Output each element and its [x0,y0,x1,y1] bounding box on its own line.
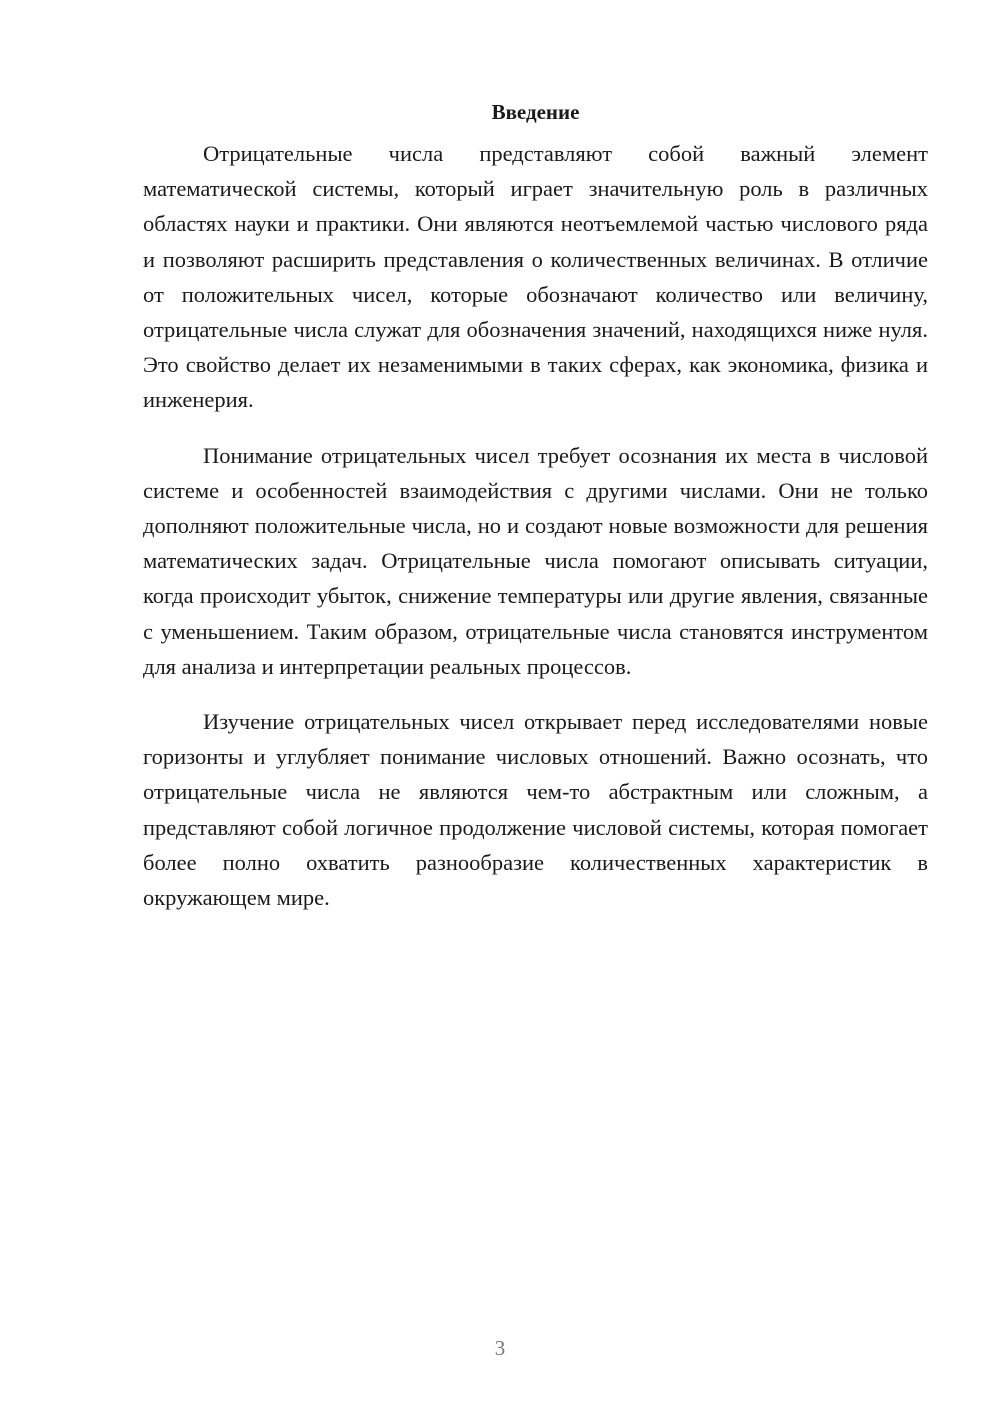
page-number: 3 [494,1336,506,1360]
paragraph-2: Понимание отрицательных чисел требует осознания их места в числовой системе и особенностей взаимодействия с другими числами. Они не только дополняют положительные числа, но и создают новые возможности для решения математических задач. Отрицательные числа помогают описывать ситуации, когда происходит убыток, снижение температуры или другие явления, связанные с уменьшением. Таким образом, отрицательные числа становятся инструментом для анализа и интерпретации реальных процессов. [143,442,928,679]
section-title: Введение [491,100,580,124]
page-content [143,96,928,935]
paragraph-3: Изучение отрицательных чисел открывает перед исследователями новые горизонты и углубляет понимание числовых отношений. Важно осознать, что отрицательные числа не являются чем-то абстрактным или сложным, а представляют собой логичное продолжение числовой системы, которая помогает более полно охватить разнообразие количественных характеристик в окружающем мире. [143,709,928,911]
paragraph-1: Отрицательные числа представляют собой важный элемент математической системы, который играет значительную роль в различных областях науки и практики. Они являются неотъемлемой частью числового ряда и позволяют расширить представления о количественных величинах. В отличие от положительных чисел, которые обозначают количество или величину, отрицательные числа служат для обозначения значений, находящихся ниже нуля. Это свойство делает их незаменимыми в таких сферах, как экономика, физика и инженерия. [143,141,928,413]
